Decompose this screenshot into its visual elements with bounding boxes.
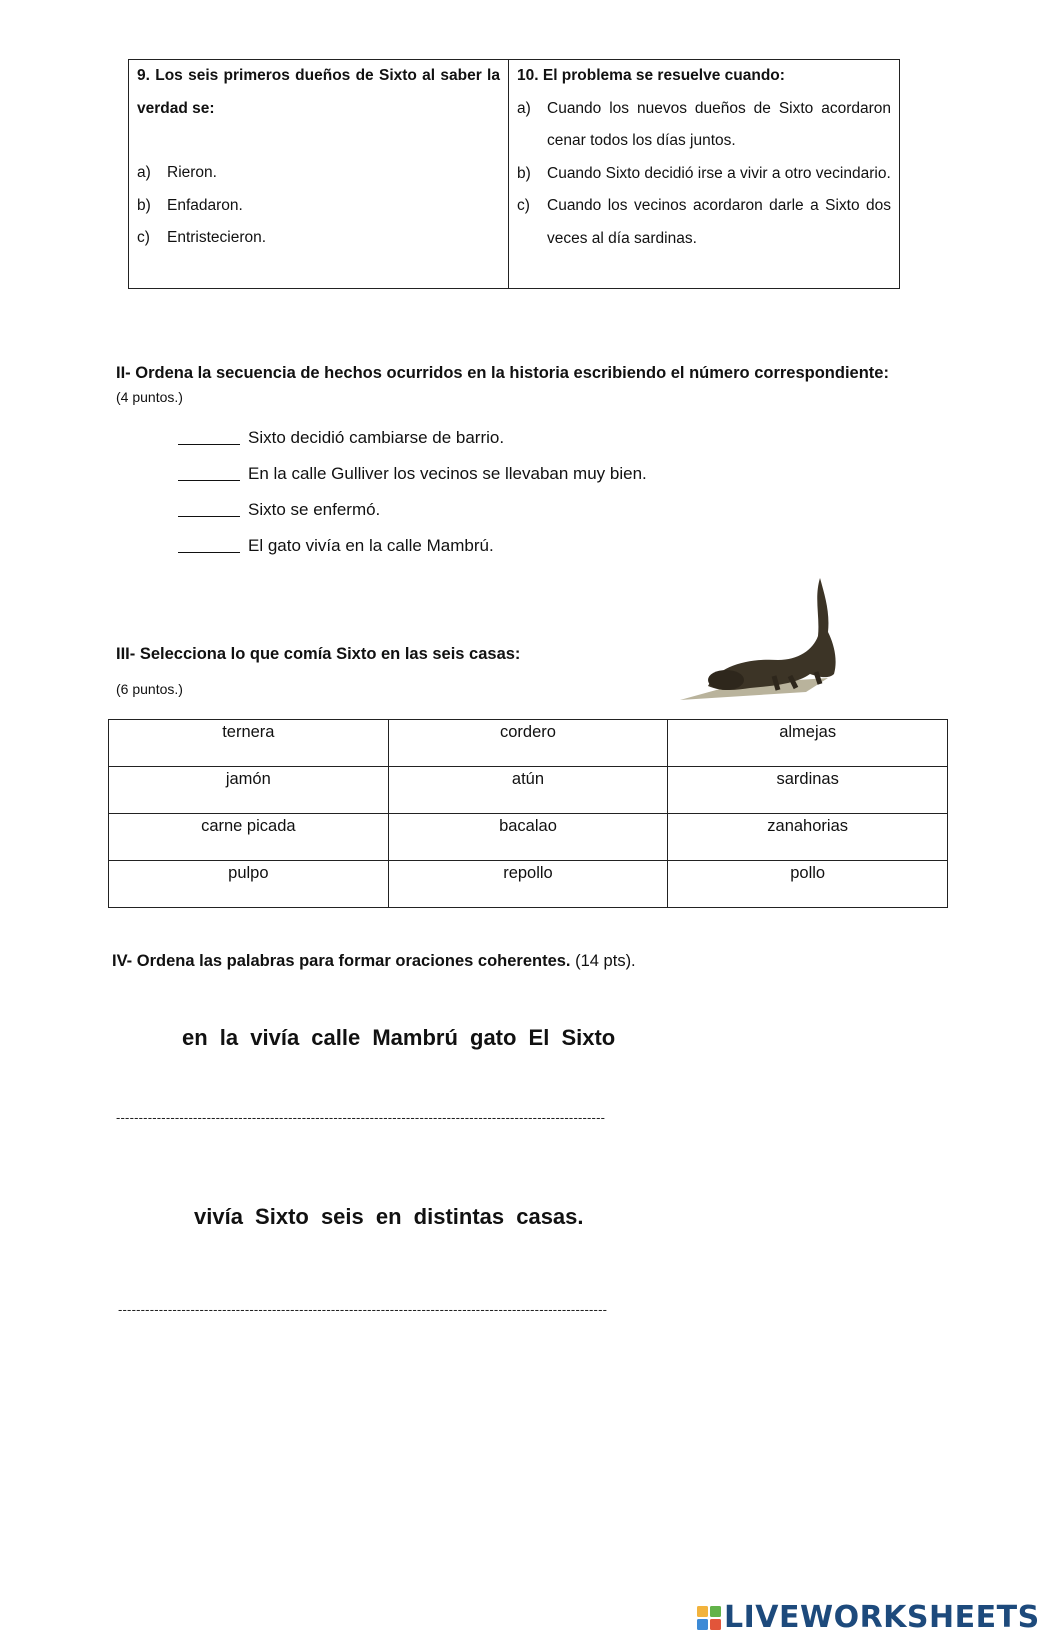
section-2-points: (4 puntos.) [116,389,183,405]
option-letter: c) [137,229,150,246]
food-option[interactable]: atún [388,767,668,814]
sequence-item [178,536,494,556]
sequence-item [178,464,647,484]
table-row [109,861,948,908]
logo-block-blue [697,1619,708,1630]
section-4-heading [112,952,636,971]
food-option[interactable]: ternera [109,720,389,767]
option-text: Cuando los nuevos dueños de Sixto acordaron cenar todos los días juntos. [547,99,891,149]
table-row [109,720,948,767]
food-option[interactable]: carne picada [109,814,389,861]
food-option[interactable]: pollo [668,861,948,908]
food-option[interactable]: pulpo [109,861,389,908]
table-row [109,814,948,861]
section-4-title: IV- Ordena las palabras para formar oraciones coherentes. [112,952,571,970]
answer-line-2[interactable]: ------------------------------------------------------------------------------------------------------------ [118,1302,608,1317]
cat-head [708,670,744,690]
scrambled-sentence-2: vivía Sixto seis en distintas casas. [194,1204,584,1229]
option-text: Entristecieron. [167,229,267,246]
sequence-item [178,500,380,520]
sequence-item-text: Sixto decidió cambiarse de barrio. [248,428,505,447]
logo-text: LIVEWORKSHEETS [724,1600,1040,1635]
food-option[interactable]: cordero [388,720,668,767]
food-option[interactable]: sardinas [668,767,948,814]
sequence-number-blank[interactable] [178,500,240,517]
question-9-option-a[interactable] [137,157,500,190]
scrambled-sentence-1: en la vivía calle Mambrú gato El Sixto [182,1025,616,1050]
question-10-heading: 10. El problema se resuelve cuando: [517,67,785,84]
option-letter: b) [517,164,531,182]
logo-blocks-icon [696,1605,722,1631]
question-10 [509,60,899,288]
option-text: Enfadaron. [167,196,243,214]
question-9 [129,60,509,288]
food-option[interactable]: almejas [668,720,948,767]
option-letter: a) [137,164,151,181]
sequence-number-blank[interactable] [178,464,240,481]
food-options-table [108,719,948,908]
option-text: Cuando Sixto decidió irse a vivir a otro vecindario. [547,164,891,182]
cat-eating-illustration [678,576,846,704]
question-10-option-a[interactable] [517,93,891,158]
option-text: Rieron. [167,164,217,181]
sequence-item-text: En la calle Gulliver los vecinos se llevaban muy bien. [248,464,647,483]
section-4-points: (14 pts). [575,952,636,970]
logo-block-green [710,1606,721,1617]
option-letter: b) [137,196,151,214]
question-9-option-b[interactable] [137,190,500,223]
questions-9-10-table [128,59,900,289]
question-9-option-c[interactable] [137,222,500,255]
question-10-option-c[interactable] [517,190,891,255]
logo-block-yellow [697,1606,708,1617]
option-text: Cuando los vecinos acordaron darle a Sixto dos veces al día sardinas. [547,197,891,247]
food-option[interactable]: repollo [388,861,668,908]
sequence-item [178,428,504,448]
food-option[interactable]: jamón [109,767,389,814]
section-3-points: (6 puntos.) [116,681,183,697]
option-letter: c) [517,197,530,214]
liveworksheets-logo [696,1600,1040,1635]
sequence-item-text: El gato vivía en la calle Mambrú. [248,536,494,555]
food-option[interactable]: bacalao [388,814,668,861]
sequence-item-text: Sixto se enfermó. [248,500,381,519]
food-option[interactable]: zanahorias [668,814,948,861]
sequence-number-blank[interactable] [178,536,240,553]
section-3-title: III- Selecciona lo que comía Sixto en las seis casas: [116,645,521,663]
answer-line-1[interactable]: ------------------------------------------------------------------------------------------------------------ [116,1110,606,1125]
question-9-heading: 9. Los seis primeros dueños de Sixto al saber la verdad se: [137,67,500,117]
option-letter: a) [517,99,531,117]
logo-block-red [710,1619,721,1630]
question-10-option-b[interactable] [517,158,891,191]
section-2-title: II- Ordena la secuencia de hechos ocurridos en la historia escribiendo el número correspondiente: [116,364,889,382]
table-row [109,767,948,814]
sequence-number-blank[interactable] [178,428,240,445]
